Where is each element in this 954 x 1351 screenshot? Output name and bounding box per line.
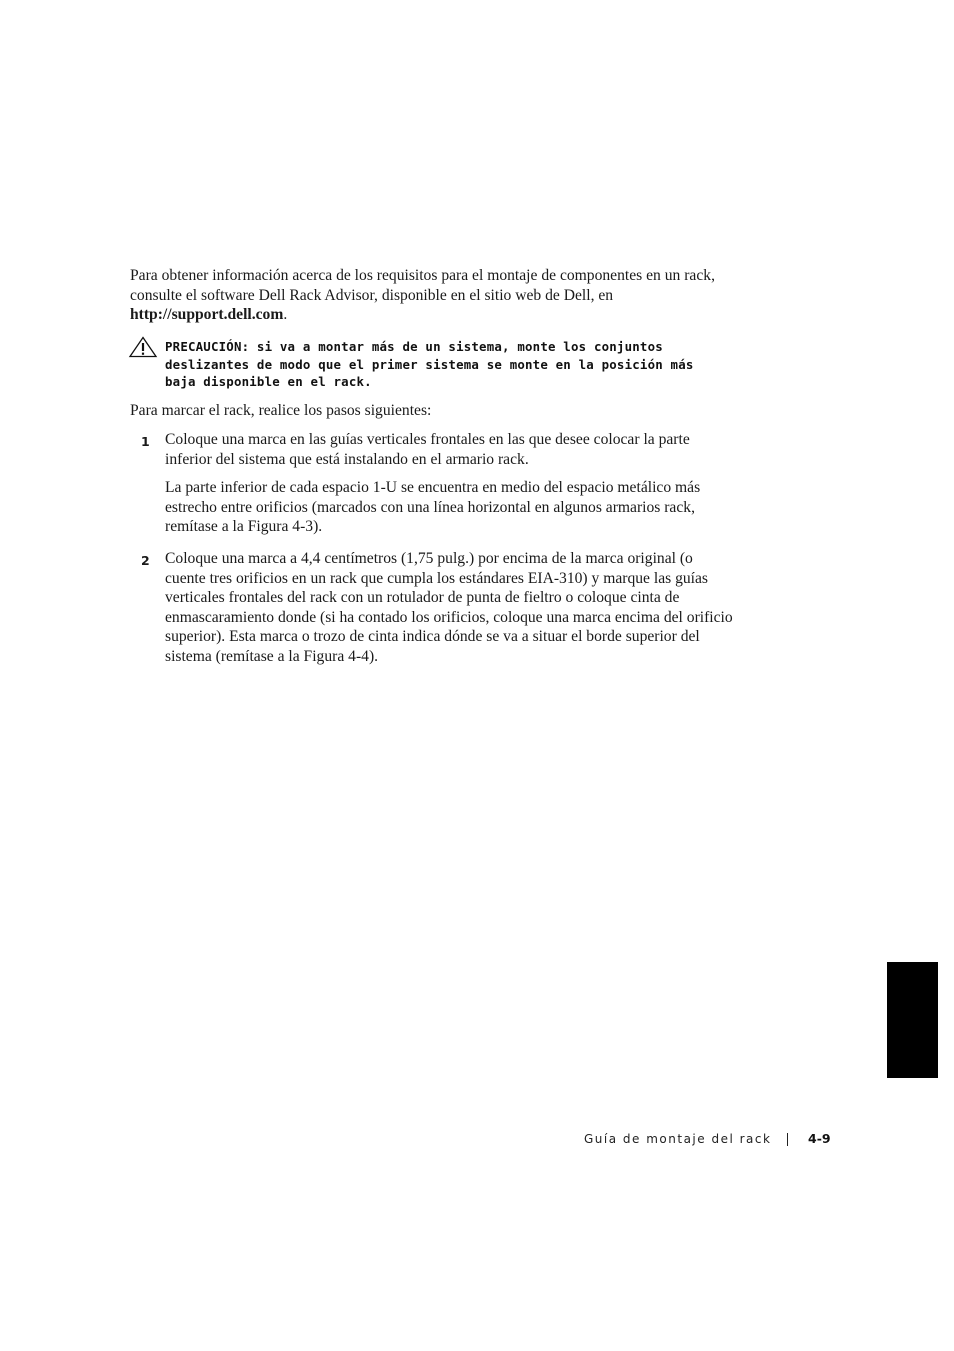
intro-paragraph: [130, 266, 730, 325]
intro-end: .: [283, 306, 288, 324]
step-text: Coloque una marca a 4,4 centímetros (1,75 pulg.) por encima de la marca original (o cuente tres orificios en un rack que cumpla los estándares EIA-310) y marque las guías verticales frontales del rack con un rotulador de punta de fieltro o coloque cinta de enmascaramiento donde (si ha contado los orificios, coloque una marca encima del orificio superior). Esta marca o trozo de cinta indica dónde se va a situar el borde superior del sistema (remítase a la Figura 4-4).: [165, 550, 733, 665]
step-number: 2: [141, 553, 150, 568]
caution-text: PRECAUCIÓN: si va a montar más de un sistema, monte los conjuntos deslizantes de modo que el primer sistema se monte en la posición más baja disponible en el rack.: [165, 339, 694, 390]
page-number: 4-9: [808, 1131, 831, 1146]
chapter-thumb-tab: [887, 962, 938, 1078]
step-text: Coloque una marca en las guías verticales frontales en las que desee colocar la parte inferior del sistema que está instalando en el armario rack.: [165, 431, 690, 468]
step-note: La parte inferior de cada espacio 1-U se encuentra en medio del espacio metálico más estrecho entre orificios (marcados con una línea horizontal en algunos armarios rack, remítase a la Figura 4-3).: [165, 479, 701, 536]
warning-triangle-icon: [128, 336, 158, 358]
footer-separator: [787, 1133, 788, 1146]
step-number: 1: [141, 434, 150, 449]
step-item-1: [130, 430, 740, 537]
intro-text: Para obtener información acerca de los requisitos para el montaje de componentes en un rack, consulte el software Dell Rack Advisor, disponible en el sitio web de Dell, en: [130, 267, 715, 304]
step-item-2: [130, 549, 740, 667]
footer-title: Guía de montaje del rack: [584, 1132, 772, 1146]
support-link[interactable]: http://support.dell.com: [130, 306, 284, 324]
steps-intro: Para marcar el rack, realice los pasos siguientes:: [130, 402, 432, 419]
